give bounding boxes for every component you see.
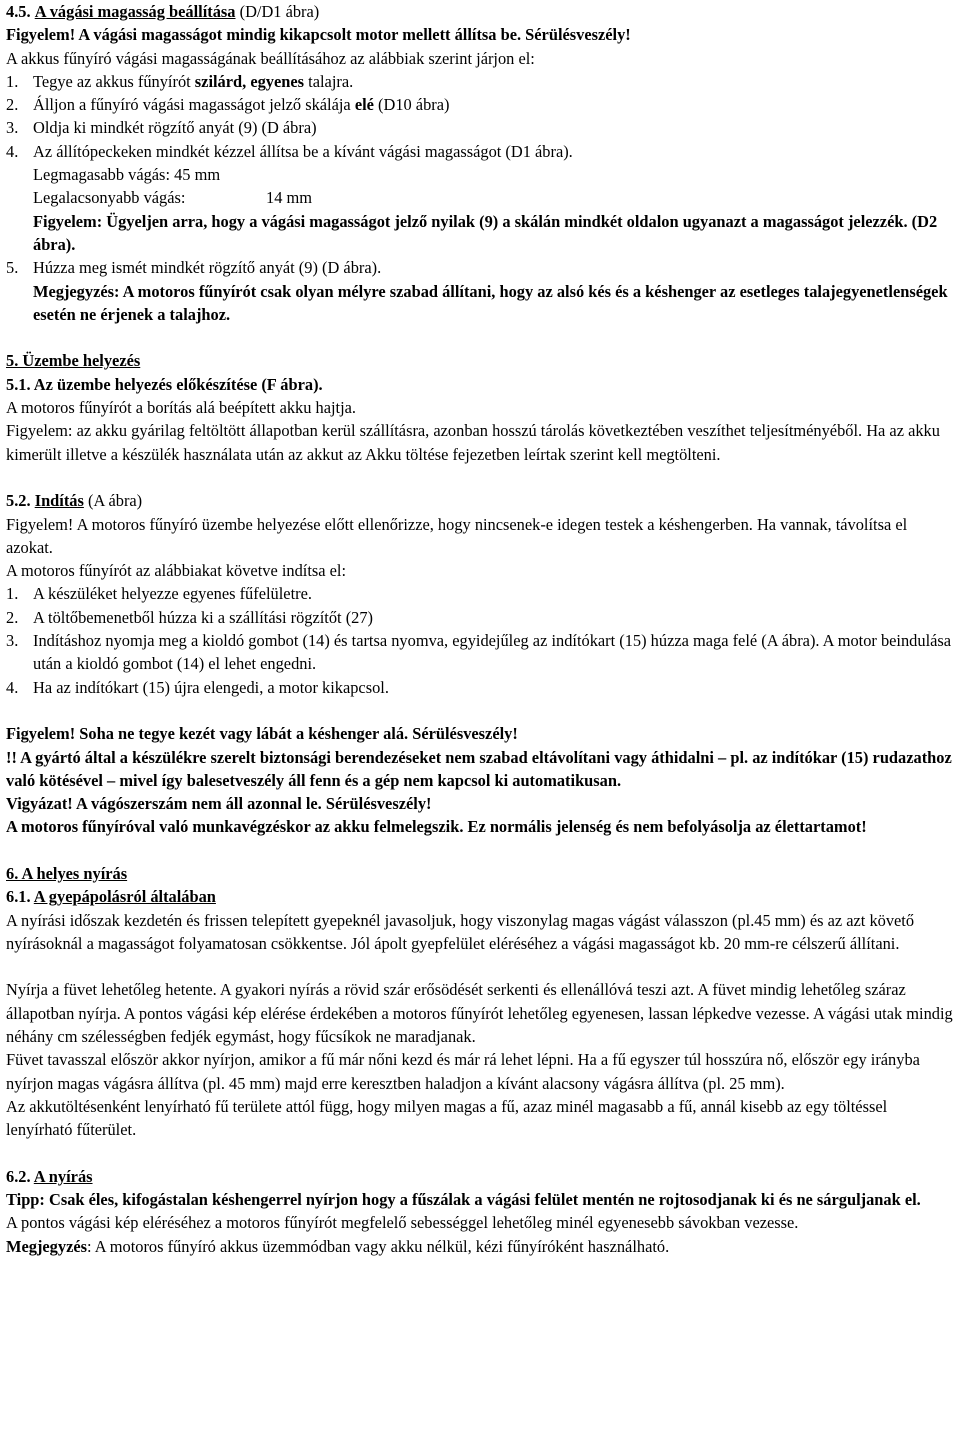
list-text: Álljon a fűnyíró vágási magasságot jelző skálája elé (D10 ábra) <box>33 95 450 115</box>
list-number: 1. <box>6 584 19 604</box>
paragraph: A motoros fűnyírót a borítás alá beépített akku hajtja. <box>6 398 357 418</box>
note-text: : A motoros fűnyíró akkus üzemmódban vagy akku nélkül, kézi fűnyíróként használható. <box>87 1236 670 1256</box>
max-cut-row <box>6 163 954 186</box>
list-number: 5. <box>6 258 19 278</box>
remark-text: Megjegyzés: A motoros fűnyírót csak olyan mélyre szabad állítani, hogy az alsó kés és a késhenger az esetleges talajegyenetlenségek esetén ne érjenek a talajhoz. <box>33 281 948 324</box>
list-item <box>6 93 954 116</box>
list-number: 2. <box>6 95 19 115</box>
list-text: A készüléket helyezze egyenes fűfelületre. <box>33 584 312 604</box>
paragraph: Figyelem! A motoros fűnyíró üzembe helyezése előtt ellenőrizze, hogy nincsenek-e idegen testek a késhengerben. Ha vannak, távolítsa el azokat. <box>6 514 908 557</box>
figure-reference: (A ábra) <box>83 491 143 511</box>
max-cut-value: 45 mm <box>174 165 221 185</box>
min-cut-row <box>6 186 954 209</box>
section-number: 5.2. <box>6 491 35 511</box>
paragraph: Nyírja a füvet lehetőleg hetente. A gyakori nyírás a rövid szár erősödését serkenti és ellenállóvá teszi azt. A füvet mindig lehetőleg száraz állapotban nyírja. A pontos vágási kép elérése érdekében a motoros fűnyírót lehetőleg egyenesen, lassan lépkedve vezesse. A vágási utak mindig néhány cm szélességben fedjék egymást, hogy fűcsíkok ne maradjanak. <box>6 980 953 1047</box>
section-6-1-heading <box>6 885 954 908</box>
section-5-1-heading: 5.1. Az üzembe helyezés előkészítése (F ábra). <box>6 374 323 394</box>
figure-reference: (D/D1 ábra) <box>235 2 320 21</box>
section-5-2-heading <box>6 489 954 512</box>
list-text: Oldja ki mindkét rögzítő anyát (9) (D ábra) <box>33 118 317 138</box>
height-note: Figyelem: Ügyeljen arra, hogy a vágási magasságot jelző nyilak (9) a skálán mindkét oldalon ugyanazt a magasságot jelezzék. (D2 ábra). <box>33 211 938 254</box>
list-text: Ha az indítókart (15) újra elengedi, a motor kikapcsol. <box>33 677 389 697</box>
section-title: Indítás <box>34 491 84 511</box>
list-number: 2. <box>6 607 19 627</box>
paragraph: Füvet tavasszal először akkor nyírjon, amikor a fű már nőni kezd és már rá lehet lépni. Ha a fű egyszer túl hosszúra nő, először egy irányba nyírjon magas vágásra állítva (pl. 45 mm) majd erre keresztben haladjon a kívánt alacsony vágásra állítva (pl. 25 mm). <box>6 1050 920 1093</box>
section-5-heading: 5. Üzembe helyezés <box>6 351 141 371</box>
paragraph: A nyírási időszak kezdetén és frissen telepített gyepeknél javasoljuk, hogy viszonylag magas vágást válasszon (pl.45 mm) és az azt követő nyírásoknál a magasságot folyamatosan csökkentse. Jól ápolt gyepfelület eléréséhez a vágási magasságot kb. 20 mm-re célszerű állítani. <box>6 910 915 953</box>
paragraph: A motoros fűnyírót az alábbiakat követve indítsa el: <box>6 561 347 581</box>
list-item <box>6 606 954 629</box>
list-item <box>6 676 954 699</box>
note-paragraph <box>6 1235 954 1258</box>
list-item <box>6 116 954 139</box>
warning-text: A motoros fűnyíróval való munkavégzéskor az akku felmelegszik. Ez normális jelenség és nem befolyásolja az élettartamot! <box>6 817 867 837</box>
list-number: 3. <box>6 631 19 651</box>
section-title: A gyepápolásról általában <box>33 887 216 907</box>
list-item <box>6 629 954 676</box>
section-6-heading: 6. A helyes nyírás <box>6 863 128 883</box>
warning-text: !! A gyártó által a készülékre szerelt biztonsági berendezéseket nem szabad eltávolítani vagy áthidalni – pl. az indítókar (15) rudazathoz való kötésével – mivel így balesetveszély áll fenn és a gép nem kapcsol ki automatikusan. <box>6 747 952 790</box>
list-text: Tegye az akkus fűnyírót szilárd, egyenes talajra. <box>33 71 354 91</box>
list-number: 4. <box>6 141 19 161</box>
list-item <box>6 140 954 163</box>
note-label: Megjegyzés <box>6 1236 87 1256</box>
section-title: A nyírás <box>33 1166 93 1186</box>
max-cut-label: Legmagasabb vágás: <box>33 165 170 185</box>
list-item <box>6 582 954 605</box>
list-text: Az állítópeckeken mindkét kézzel állítsa be a kívánt vágási magasságot (D1 ábra). <box>33 141 573 161</box>
min-cut-value: 14 mm <box>266 188 312 208</box>
list-number: 3. <box>6 118 19 138</box>
section-6-2-heading <box>6 1165 954 1188</box>
list-text: A töltőbemenetből húzza ki a szállítási rögzítőt (27) <box>33 607 374 627</box>
section-4-5-heading <box>6 0 954 23</box>
paragraph: Az akkutöltésenként lenyírható fű területe attól függ, hogy milyen magas a fű, azaz minél magasabb a fű, annál kisebb az egy töltéssel lenyírható fűterület. <box>6 1096 888 1140</box>
section-number: 6.2. <box>6 1166 34 1186</box>
min-cut-label: Legalacsonyabb vágás: <box>33 188 186 208</box>
tip-text: Tipp: Csak éles, kifogástalan késhengerrel nyírjon hogy a fűszálak a vágási felület mentén ne rojtosodjanak ki és ne sárguljanak el. <box>6 1190 921 1210</box>
warning-text: Vigyázat! A vágószerszám nem áll azonnal le. Sérülésveszély! <box>6 794 432 814</box>
section-number: 6.1. <box>6 887 34 907</box>
list-item <box>6 256 954 279</box>
section-title: A vágási magasság beállítása <box>34 2 236 21</box>
paragraph: Figyelem: az akku gyárilag feltöltött állapotban kerül szállításra, azonban hosszú tárolás következtében veszíthet teljesítményéből. Ha az akku kimerült illetve a készülék használata után az akkut az Akku töltése fejezetben leírtak szerint kell megtölteni. <box>6 421 940 464</box>
paragraph: A pontos vágási kép eléréséhez a motoros fűnyírót megfelelő sebességgel lehetőleg minél egyenesebb sávokban vezesse. <box>6 1213 799 1233</box>
intro-text: A akkus fűnyíró vágási magasságának beállításához az alábbiak szerint járjon el: <box>6 48 535 68</box>
warning-text: Figyelem! A vágási magasságot mindig kikapcsolt motor mellett állítsa be. Sérülésveszély! <box>6 25 631 45</box>
list-text: Indításhoz nyomja meg a kioldó gombot (14) és tartsa nyomva, egyidejűleg az indítókart (15) húzza maga felé (A ábra). A motor beindulása után a kioldó gombot (14) el lehet engedni. <box>33 631 952 674</box>
list-item <box>6 70 954 93</box>
section-number: 4.5. <box>6 2 31 21</box>
list-number: 1. <box>6 71 19 91</box>
list-number: 4. <box>6 677 19 697</box>
warning-text: Figyelem! Soha ne tegye kezét vagy lábát a késhenger alá. Sérülésveszély! <box>6 724 518 744</box>
list-text: Húzza meg ismét mindkét rögzítő anyát (9) (D ábra). <box>33 258 382 278</box>
